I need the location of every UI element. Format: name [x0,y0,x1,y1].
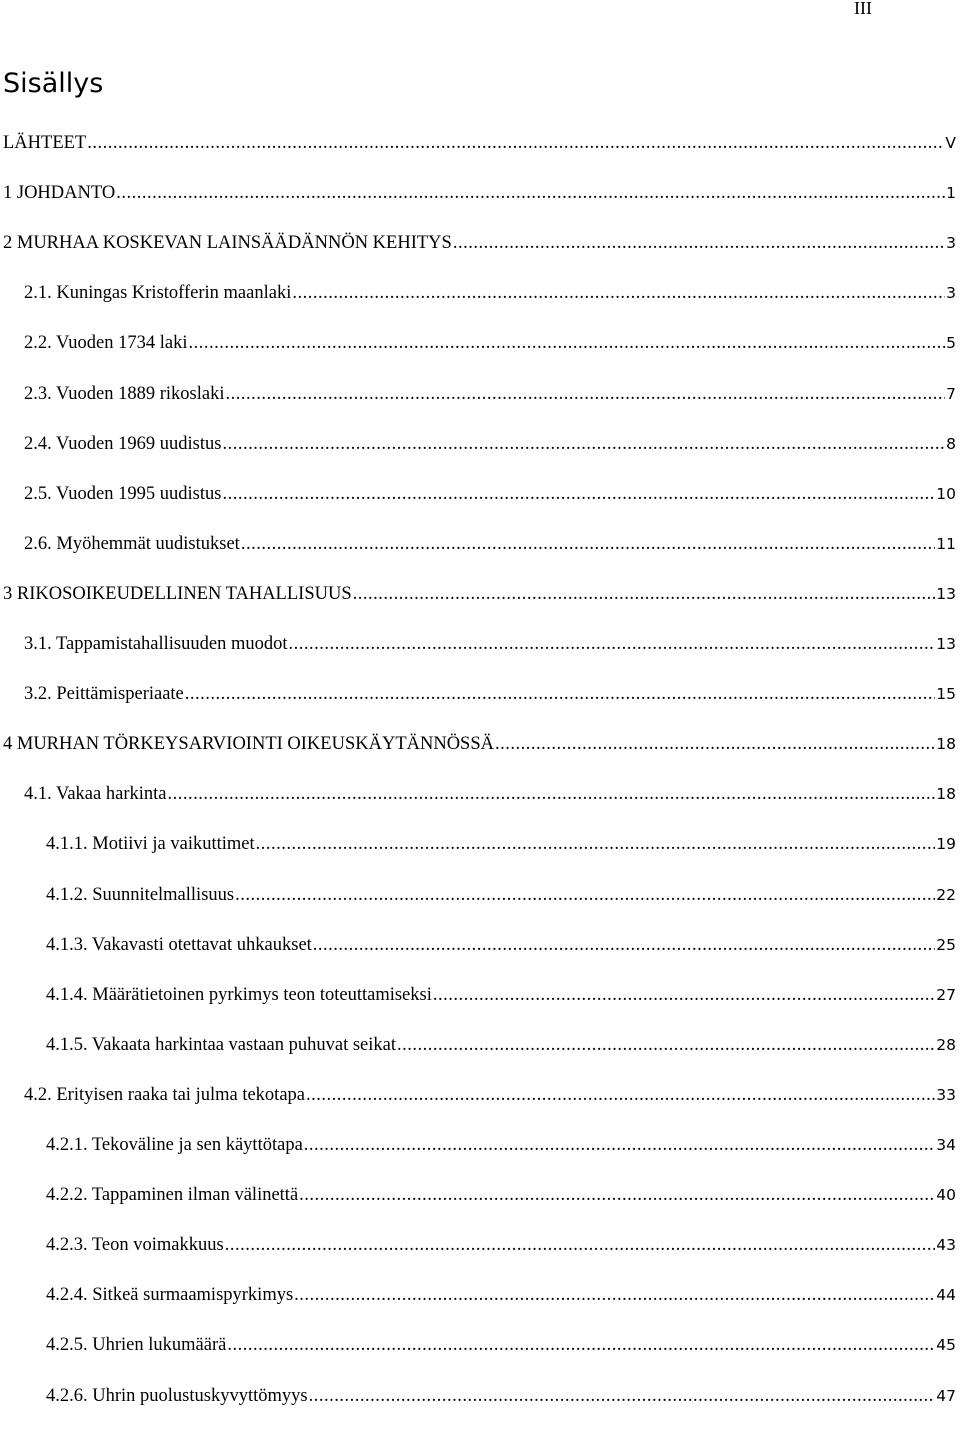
toc-entry-page-number: 25 [936,935,956,954]
toc-entry-label: 4.1.1. Motiivi ja vaikuttimet [46,834,255,855]
toc-entry-label: 4.2.3. Teon voimakkuus [46,1235,224,1256]
toc-dot-leader [453,230,945,256]
toc-entry-page-number: 7 [946,384,956,403]
toc-entry-page-number: 19 [936,835,956,854]
toc-entry-label: 4.1.2. Suunnitelmallisuus [46,884,235,905]
toc-dot-leader [299,1182,935,1208]
toc-entry[interactable] [0,280,956,306]
toc-entry-page-number: 15 [936,685,956,704]
toc-entry-label: 4.2.5. Uhrien lukumäärä [46,1335,227,1356]
toc-entry-label: 2.4. Vuoden 1969 uudistus [24,433,222,454]
toc-entry[interactable] [0,381,956,407]
toc-entry-page-number: 40 [936,1186,956,1205]
toc-entry[interactable] [0,1383,956,1409]
toc-entry-page-number: 3 [946,234,956,253]
toc-entry-page-number: 13 [936,584,956,603]
toc-dot-leader [313,932,935,958]
toc-dot-leader [241,531,935,557]
toc-entry-page-number: 22 [936,885,956,904]
toc-entry-page-number: 27 [936,985,956,1004]
toc-dot-leader [222,481,935,507]
toc-entry-label: 4.2.4. Sitkeä surmaamispyrkimys [46,1285,294,1306]
toc-entry-page-number: 1 [946,184,956,203]
toc-entry[interactable] [0,982,956,1008]
toc-dot-leader [306,1082,935,1108]
toc-dot-leader [116,180,945,206]
toc-entry-page-number: 28 [936,1035,956,1054]
toc-entry-label: 4 MURHAN TÖRKEYSARVIOINTI OIKEUSKÄYTÄNNÖSSÄ [3,734,494,755]
toc-entry[interactable] [0,330,956,356]
toc-entry-label: 4.1.5. Vakaata harkintaa vastaan puhuvat seikat [46,1034,397,1055]
toc-dot-leader [353,581,936,607]
toc-entry-page-number: 18 [936,735,956,754]
toc-entry-page-number: 3 [946,284,956,303]
toc-entry[interactable] [0,882,956,908]
toc-entry-label: LÄHTEET [3,133,87,153]
toc-dot-leader [167,781,935,807]
toc-entry[interactable] [0,932,956,958]
toc-entry-page-number: 34 [936,1136,956,1154]
toc-entry-page-number: 44 [936,1286,956,1305]
toc-dot-leader [433,982,935,1008]
toc-entry-label: 4.2. Erityisen raaka tai julma tekotapa [24,1084,305,1105]
toc-dot-leader [222,431,945,457]
toc-entry-label: 1 JOHDANTO [3,183,116,204]
toc-dot-leader [289,631,936,657]
toc-entry-page-number: 8 [946,434,956,453]
toc-dot-leader [292,280,945,306]
toc-entry[interactable] [0,831,956,857]
toc-entry-label: 2.1. Kuningas Kristofferin maanlaki [24,283,292,304]
toc-entry[interactable] [0,631,956,657]
toc-entry-label: 3.2. Peittämisperiaate [24,684,184,705]
toc-entry[interactable] [0,1282,956,1308]
toc-entry-label: 4.2.1. Tekoväline ja sen käyttötapa [46,1135,303,1155]
toc-entry-label: 4.1.3. Vakavasti otettavat uhkaukset [46,934,312,955]
toc-entry-page-number: 10 [936,484,956,503]
toc-entry[interactable] [0,1032,956,1058]
toc-entry[interactable] [0,781,956,807]
toc-entry[interactable] [0,431,956,457]
toc-entry-label: 2.5. Vuoden 1995 uudistus [24,483,222,504]
toc-dot-leader [185,681,935,707]
toc-dot-leader [397,1032,935,1058]
toc-dot-leader [226,381,946,407]
page-title: Sisällys [3,68,104,99]
toc-entry[interactable] [0,531,956,557]
toc-dot-leader [235,882,935,908]
toc-entry[interactable] [0,180,956,206]
toc-entry-label: 4.1. Vakaa harkinta [24,784,167,805]
toc-entry-page-number: 45 [936,1336,956,1355]
toc-entry-label: 3 RIKOSOIKEUDELLINEN TAHALLISUUS [3,583,352,604]
toc-entry-page-number: 11 [936,534,956,553]
toc-entry-page-number: V [945,134,956,152]
page-number: III [854,0,872,18]
toc-entry-label: 3.1. Tappamistahallisuuden muodot [24,634,288,654]
toc-dot-leader [189,330,946,356]
toc-entry[interactable] [0,681,956,707]
toc-entry-page-number: 13 [936,635,956,653]
toc-entry-label: 2.6. Myöhemmät uudistukset [24,533,240,554]
toc-dot-leader [495,731,935,757]
toc-entry-page-number: 5 [946,334,956,353]
toc-entry-page-number: 33 [936,1085,956,1104]
toc-dot-leader [294,1282,935,1308]
toc-dot-leader [227,1332,935,1358]
toc-entry-label: 2.2. Vuoden 1734 laki [24,333,188,354]
toc-entry-page-number: 18 [936,785,956,804]
toc-entry[interactable] [0,1132,956,1158]
toc-entry[interactable] [0,1232,956,1258]
toc-entry-page-number: 47 [936,1386,956,1405]
toc-entry[interactable] [0,130,956,156]
toc-entry-label: 2.3. Vuoden 1889 rikoslaki [24,383,225,404]
toc-entry[interactable] [0,481,956,507]
toc-dot-leader [304,1132,935,1158]
toc-dot-leader [256,831,936,857]
toc-entry[interactable] [0,1182,956,1208]
toc-entry[interactable] [0,1332,956,1358]
toc-entry[interactable] [0,731,956,757]
toc-entry[interactable] [0,1082,956,1108]
toc-dot-leader [87,130,944,156]
toc-entry-label: 2 MURHAA KOSKEVAN LAINSÄÄDÄNNÖN KEHITYS [3,233,452,254]
toc-entry-label: 4.1.4. Määrätietoinen pyrkimys teon toteuttamiseksi [46,984,432,1005]
toc-entry[interactable] [0,230,956,256]
toc-entry-label: 4.2.2. Tappaminen ilman välinettä [46,1185,299,1206]
toc-dot-leader [225,1232,936,1258]
toc-entry[interactable] [0,581,956,607]
toc-entry-page-number: 43 [936,1236,956,1255]
toc-entry-label: 4.2.6. Uhrin puolustuskyvyttömyys [46,1385,308,1406]
toc-dot-leader [309,1383,936,1409]
